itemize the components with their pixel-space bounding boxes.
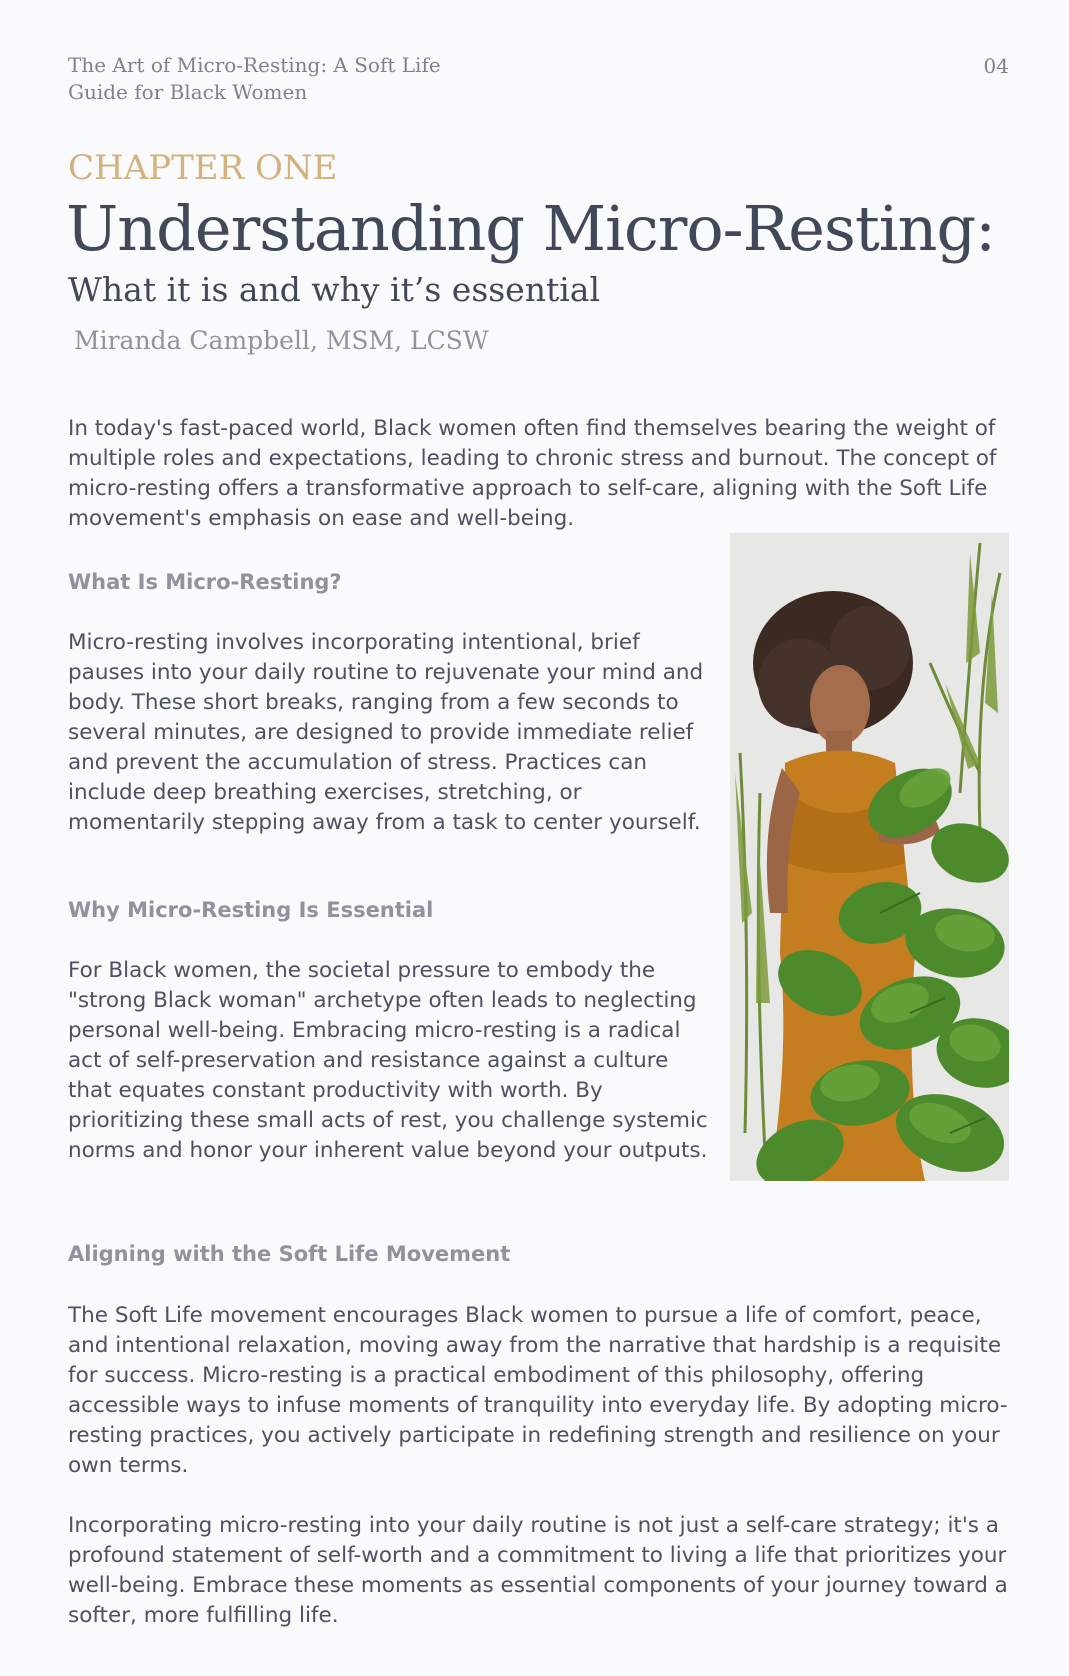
section-body-soft-life: The Soft Life movement encourages Black women to pursue a life of comfort, peace, and intentional relaxation, moving away from the narrative that hardship is a requisite for success. Micro-resting is a practical embodiment of this philosophy, offering accessible ways to infuse moments of tranquility into everyday life. By adopting micro-resting practices, you actively participate in redefining strength and resilience on your own terms. [68, 1303, 1008, 1478]
page-number: 04 [983, 54, 1009, 78]
section-heading-what-is: What Is Micro-Resting? [68, 570, 342, 594]
chapter-subtitle: What it is and why it’s essential [68, 270, 601, 309]
closing-paragraph: Incorporating micro-resting into your daily routine is not just a self-care strategy; it's a profound statement of self-worth and a commitment to living a life that prioritizes your well-being. Embrace these moments as essential components of your journey toward a softer, more fulfilling life. [68, 1513, 1008, 1628]
section-heading-why-essential: Why Micro-Resting Is Essential [68, 898, 434, 922]
section-body-why-essential: For Black women, the societal pressure to embody the "strong Black woman" archetype often leads to neglecting personal well-being. Embracing micro-resting is a radical act of self-preservation and resistance against a culture that equates constant productivity with worth. By prioritizing these small acts of rest, you challenge systemic norms and honor your inherent value beyond your outputs. [68, 958, 708, 1163]
section-heading-soft-life: Aligning with the Soft Life Movement [68, 1242, 511, 1266]
document-title: The Art of Micro-Resting: A Soft Life Guide for Black Women [68, 53, 441, 104]
author-byline: Miranda Campbell, MSM, LCSW [74, 326, 489, 355]
chapter-label: CHAPTER ONE [68, 148, 338, 188]
chapter-title: Understanding Micro-Resting: [66, 192, 996, 265]
intro-paragraph: In today's fast-paced world, Black women often find themselves bearing the weight of multiple roles and expectations, leading to chronic stress and burnout. The concept of micro-resting offers a transformative approach to self-care, aligning with the Soft Life movement's emphasis on ease and well-being. [68, 416, 997, 531]
section-body-what-is: Micro-resting involves incorporating intentional, brief pauses into your daily routine to rejuvenate your mind and body. These short breaks, ranging from a few seconds to several minutes, are designed to provide immediate relief and prevent the accumulation of stress. Practices can include deep breathing exercises, stretching, or momentarily stepping away from a task to center yourself. [68, 630, 704, 835]
woman-with-plants-photo [730, 533, 1009, 1181]
